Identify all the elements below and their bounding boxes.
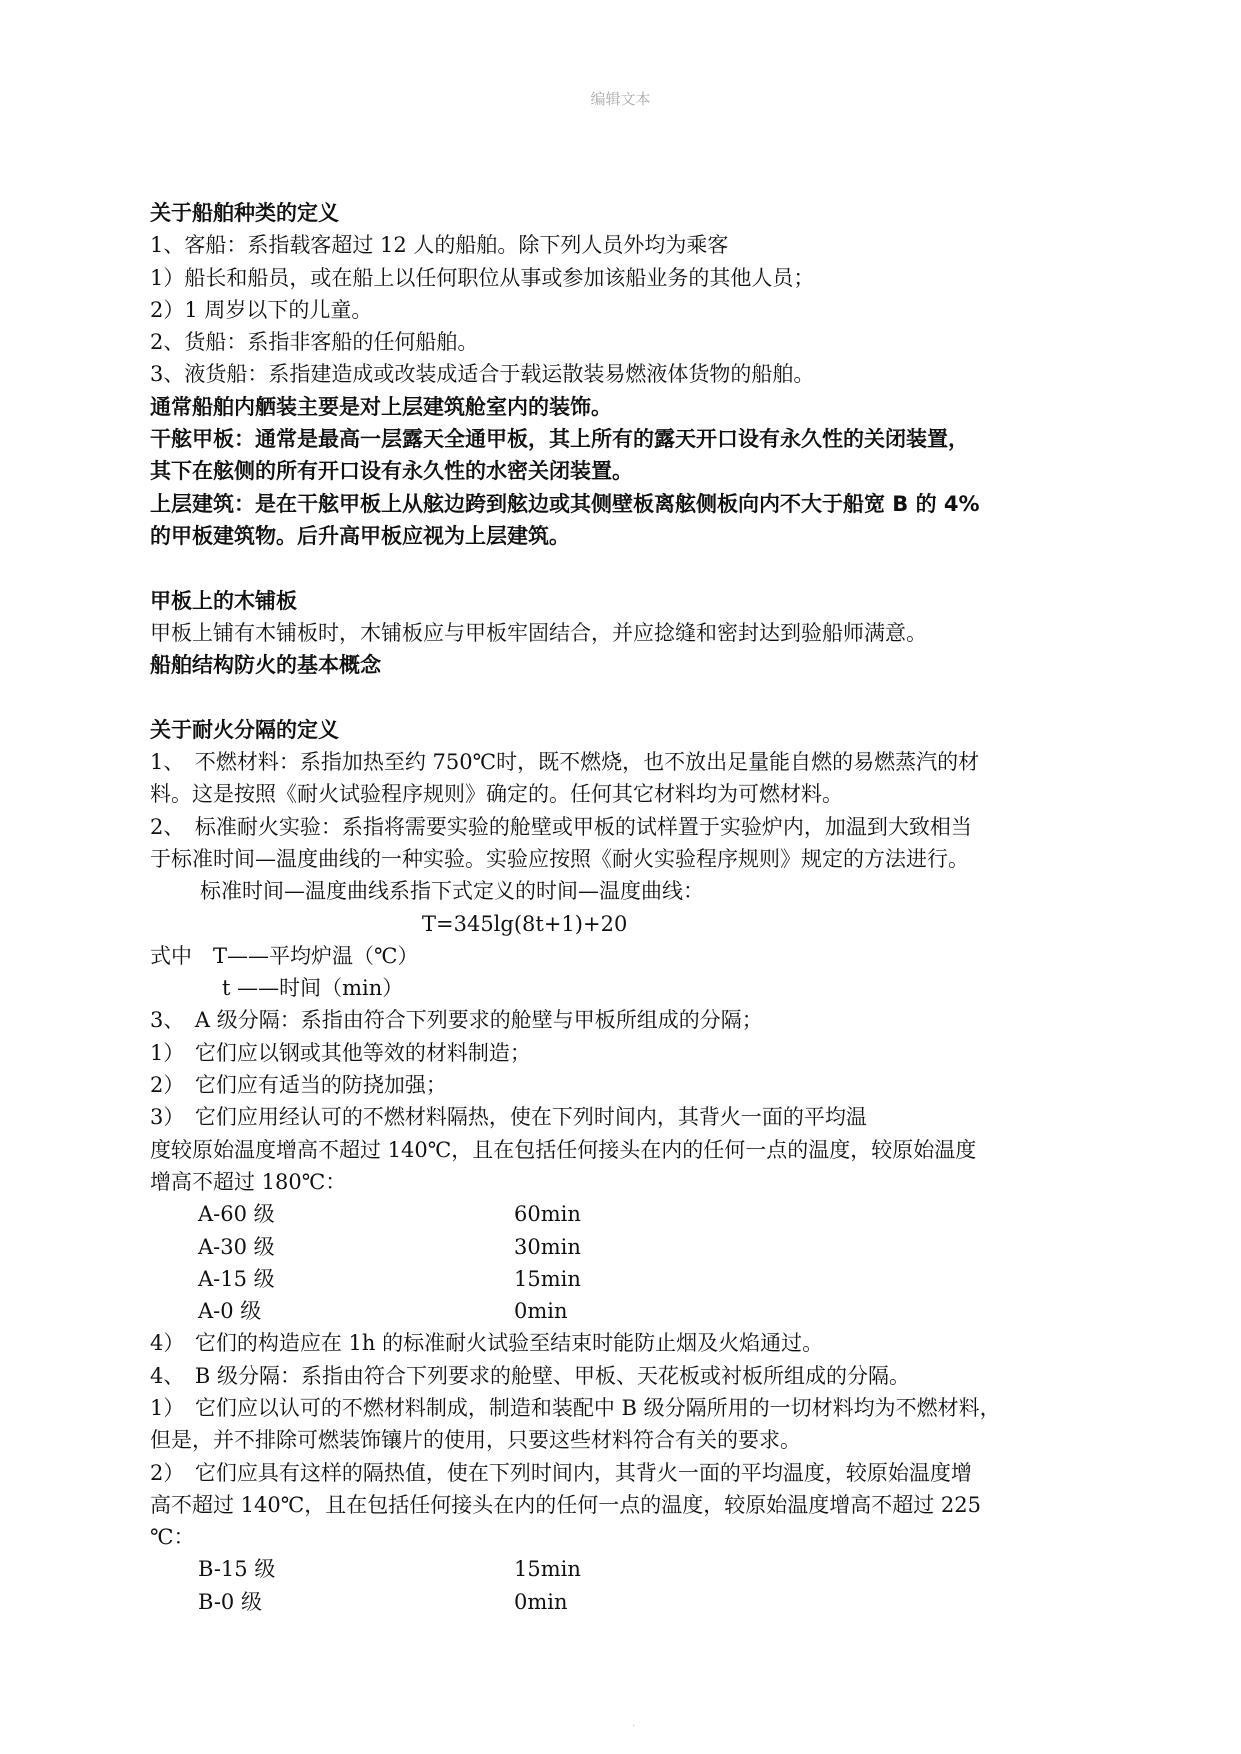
section-heading: 的甲板建筑物。后升高甲板应视为上层建筑。 xyxy=(150,523,570,548)
text-line: 高不超过 140℃，且在包括任何接头在内的任何一点的温度，较原始温度增高不超过 225 xyxy=(150,1492,982,1517)
text-line: 3、液货船：系指建造成或改装成适合于载运散装易燃液体货物的船舶。 xyxy=(150,362,815,387)
grade-time: 0min xyxy=(514,1589,568,1614)
text-line: 3） 它们应用经认可的不燃材料隔热，使在下列时间内，其背火一面的平均温 xyxy=(150,1105,867,1130)
text-line: 1） 它们应以认可的不燃材料制成，制造和装配中 B 级分隔所用的一切材料均为不燃材料， xyxy=(150,1395,1001,1420)
grade-row xyxy=(150,1263,1110,1295)
section-heading: 船舶结构防火的基本概念 xyxy=(150,653,381,678)
grade-label: A-30 级 xyxy=(198,1234,275,1259)
text-line: 标准时间—温度曲线系指下式定义的时间—温度曲线： xyxy=(200,879,704,904)
footer-dot: . xyxy=(632,1718,636,1729)
section-heading: 上层建筑：是在干舷甲板上从舷边跨到舷边或其侧壁板离舷侧板向内不大于船宽 B 的 4% xyxy=(150,491,980,516)
text-line: 增高不超过 180℃： xyxy=(150,1169,347,1194)
text-line: 2、货船：系指非客船的任何船舶。 xyxy=(150,330,479,355)
grade-row xyxy=(150,1231,1110,1263)
section-heading: 关于船舶种类的定义 xyxy=(150,201,339,225)
grade-label: A-15 级 xyxy=(198,1266,275,1291)
text-line: 3、 A 级分隔：系指由符合下列要求的舱壁与甲板所组成的分隔； xyxy=(150,1008,763,1033)
text-line: 2、 标准耐火实验：系指将需要实验的舱壁或甲板的试样置于实验炉内，加温到大致相当 xyxy=(150,814,972,839)
text-line: t ——时间（min） xyxy=(222,976,404,1001)
grade-time: 30min xyxy=(514,1234,581,1259)
grade-time: 15min xyxy=(514,1266,581,1291)
text-line: 式中 T——平均炉温（℃） xyxy=(150,943,419,968)
text-line: 料。这是按照《耐火试验程序规则》确定的。任何其它材料均为可燃材料。 xyxy=(150,782,843,807)
grade-row xyxy=(150,1295,1110,1327)
grade-label: A-60 级 xyxy=(198,1202,275,1227)
text-line: 2）1 周岁以下的儿童。 xyxy=(150,297,373,322)
section-heading: 甲板上的木铺板 xyxy=(150,588,297,613)
text-line: 1）船长和船员，或在船上以任何职位从事或参加该船业务的其他人员； xyxy=(150,265,815,290)
document-body xyxy=(150,197,1110,1618)
grade-label: B-0 级 xyxy=(198,1589,262,1614)
section-heading: 通常船舶内舾装主要是对上层建筑舱室内的装饰。 xyxy=(150,394,612,419)
text-line: 1） 它们应以钢或其他等效的材料制造； xyxy=(150,1040,531,1065)
grade-time: 0min xyxy=(514,1299,568,1324)
blank-line xyxy=(150,681,1110,713)
text-line: ℃： xyxy=(150,1525,195,1550)
grade-row xyxy=(150,1553,1110,1585)
text-line: 度较原始温度增高不超过 140℃，且在包括任何接头在内的任何一点的温度，较原始温度 xyxy=(150,1137,977,1162)
grade-label: A-0 级 xyxy=(198,1299,262,1324)
text-line: 4、 B 级分隔：系指由符合下列要求的舱壁、甲板、天花板或衬板所组成的分隔。 xyxy=(150,1363,910,1388)
grade-label: B-15 级 xyxy=(198,1557,276,1582)
section-heading: 关于耐火分隔的定义 xyxy=(150,717,339,742)
page-header: 编辑文本 xyxy=(590,90,651,108)
text-line: 甲板上铺有木铺板时，木铺板应与甲板牢固结合，并应捻缝和密封达到验船师满意。 xyxy=(150,620,927,645)
text-line: 2） 它们应具有这样的隔热值，使在下列时间内，其背火一面的平均温度，较原始温度增 xyxy=(150,1460,972,1485)
text-line: 1、 不燃材料：系指加热至约 750℃时，既不燃烧，也不放出足量能自燃的易燃蒸汽的材 xyxy=(150,750,980,775)
grade-row xyxy=(150,1586,1110,1618)
text-line: T=345lg(8t+1)+20 xyxy=(422,911,628,936)
text-line: 4） 它们的构造应在 1h 的标准耐火试验至结束时能防止烟及火焰通过。 xyxy=(150,1331,824,1356)
section-heading: 干舷甲板：通常是最高一层露天全通甲板，其上所有的露天开口设有永久性的关闭装置， xyxy=(150,427,969,452)
grade-row xyxy=(150,1198,1110,1230)
text-line: 但是，并不排除可燃装饰镶片的使用，只要这些材料符合有关的要求。 xyxy=(150,1428,801,1453)
section-heading: 其下在舷侧的所有开口设有永久性的水密关闭装置。 xyxy=(150,459,633,484)
text-line: 于标准时间—温度曲线的一种实验。实验应按照《耐火实验程序规则》规定的方法进行。 xyxy=(150,846,969,871)
blank-line xyxy=(150,552,1110,584)
text-line: 2） 它们应有适当的防挠加强； xyxy=(150,1073,447,1098)
grade-time: 15min xyxy=(514,1557,581,1582)
text-line: 1、客船：系指载客超过 12 人的船舶。除下列人员外均为乘客 xyxy=(150,233,729,258)
grade-time: 60min xyxy=(514,1202,581,1227)
